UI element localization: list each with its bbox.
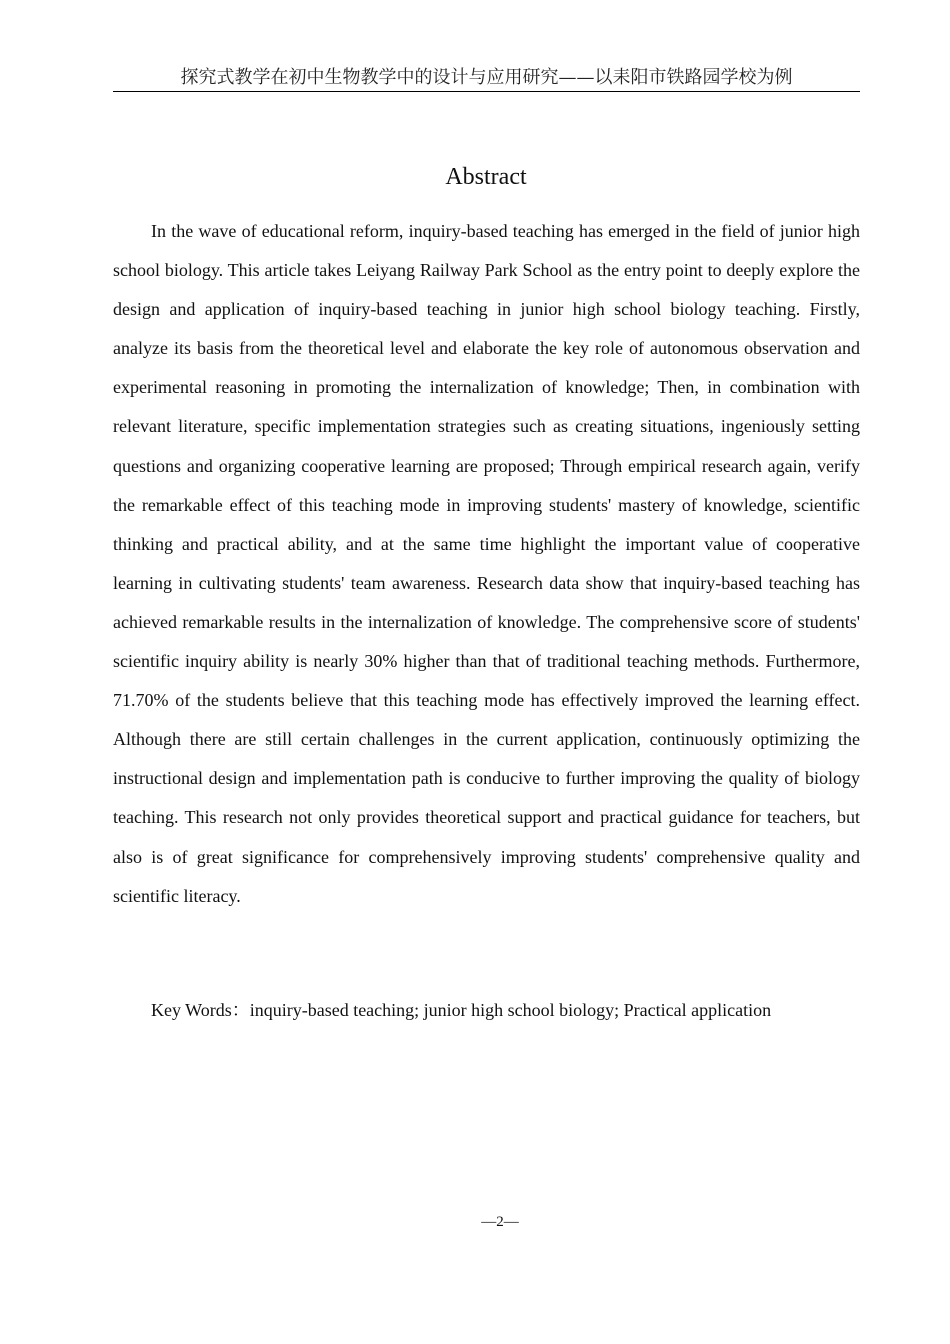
keywords-line xyxy=(151,996,860,1024)
abstract-title: Abstract xyxy=(445,164,527,190)
running-header xyxy=(113,66,860,92)
running-header-title: 探究式教学在初中生物教学中的设计与应用研究——以耒阳市铁路园学校为例 xyxy=(180,67,793,88)
keywords-label: Key Words： xyxy=(151,1000,250,1020)
abstract-body: In the wave of educational reform, inquiry-based teaching has emerged in the field of junior high school biology. This article takes Leiyang Railway Park School as the entry point to deeply explore the design and application of inquiry-based teaching in junior high school biology teaching. Firstly, analyze its basis from the theoretical level and elaborate the key role of autonomous observation and experimental reasoning in promoting the internalization of knowledge; Then, in combination with relevant literature, specific implementation strategies such as creating situations, ingeniously setting questions and organizing cooperative learning are proposed; Through empirical research again, verify the remarkable effect of this teaching mode in improving students' mastery of knowledge, scientific thinking and practical ability, and at the same time highlight the important value of cooperative learning in cultivating students' team awareness. Research data show that inquiry-based teaching has achieved remarkable results in the internalization of knowledge. The comprehensive score of students' scientific inquiry ability is nearly 30% higher than that of traditional teaching methods. Furthermore, 71.70% of the students believe that this teaching mode has effectively improved the learning effect. Although there are still certain challenges in the current application, continuously optimizing the instructional design and implementation path is conducive to further improving the quality of biology teaching. This research not only provides theoretical support and practical guidance for teachers, but also is of great significance for comprehensively improving students' comprehensive quality and scientific literacy. xyxy=(113,221,860,906)
keywords-text: inquiry-based teaching; junior high school biology; Practical application xyxy=(249,1000,772,1020)
page-number: —2— xyxy=(481,1214,519,1230)
